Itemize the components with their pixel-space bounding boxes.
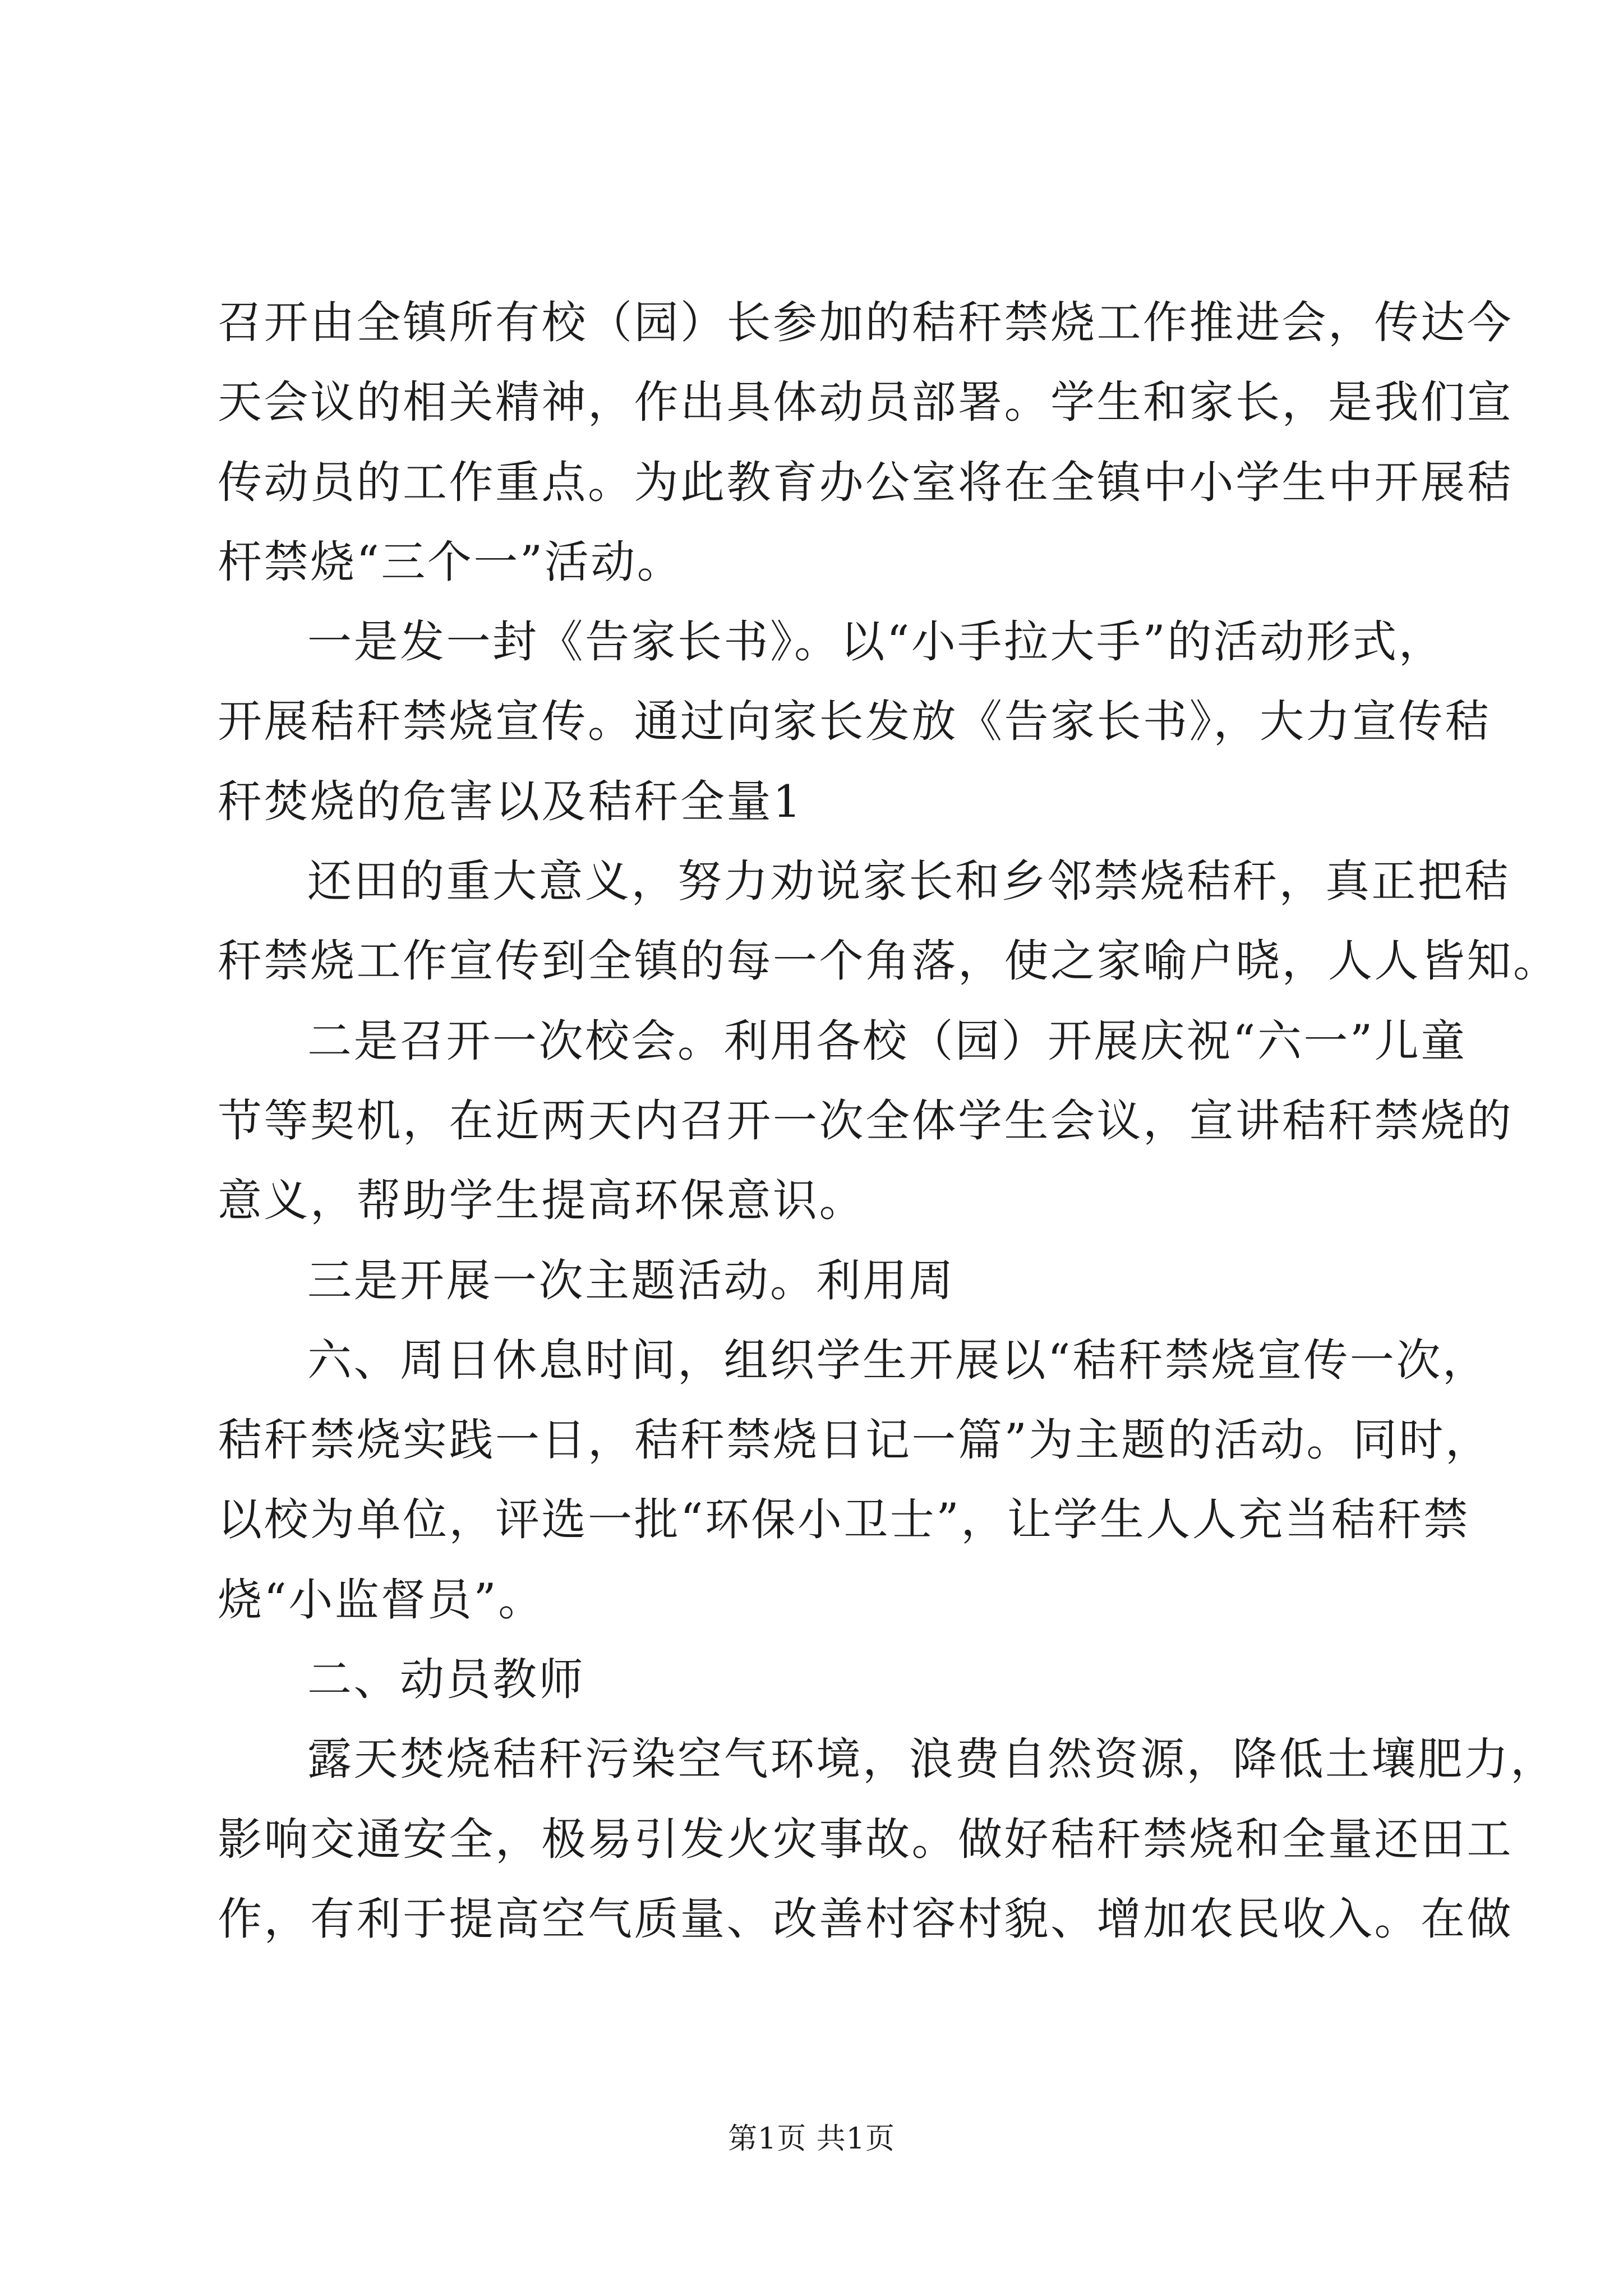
text-line: 开展秸秆禁烧宣传。通过向家长发放《告家长书》，大力宣传秸	[218, 696, 1491, 748]
text-line: 二是召开一次校会。利用各校（园）开展庆祝“六一”儿童	[307, 1015, 1467, 1067]
text-line: 传动员的工作重点。为此教育办公室将在全镇中小学生中开展秸	[218, 456, 1513, 508]
text-line: 秆禁烧工作宣传到全镇的每一个角落，使之家喻户晓，人人皆知。	[218, 935, 1560, 987]
text-line: 秆焚烧的危害以及秸秆全量1	[218, 775, 803, 827]
text-line: 三是开展一次主题活动。利用周	[307, 1254, 955, 1306]
page-number-footer: 第1页 共1页	[728, 2122, 895, 2156]
text-line: 作，有利于提高空气质量、改善村容村貌、增加农民收入。在做	[218, 1893, 1513, 1945]
text-line: 六、周日休息时间，组织学生开展以“秸秆禁烧宣传一次，	[307, 1334, 1489, 1386]
text-line: 意义，帮助学生提高环保意识。	[218, 1175, 865, 1227]
text-line: 召开由全镇所有校（园）长参加的秸秆禁烧工作推进会，传达今	[218, 297, 1513, 348]
section-heading: 二、动员教师	[307, 1654, 585, 1706]
text-line: 烧“小监督员”。	[218, 1573, 545, 1626]
text-line: 露天焚烧秸秆污染空气环境，浪费自然资源，降低土壤肥力，	[307, 1733, 1557, 1786]
text-line: 节等契机，在近两天内召开一次全体学生会议，宣讲秸秆禁烧的	[218, 1094, 1513, 1147]
text-line: 杆禁烧“三个一”活动。	[218, 536, 684, 588]
text-line: 秸秆禁烧实践一日，秸秆禁烧日记一篇”为主题的活动。同时，	[218, 1414, 1492, 1466]
text-line: 一是发一封《告家长书》。以“小手拉大手”的活动形式，	[307, 616, 1445, 668]
text-line: 以校为单位，评选一批“环保小卫士”，让学生人人充当秸秆禁	[218, 1494, 1470, 1546]
text-line: 天会议的相关精神，作出具体动员部署。学生和家长，是我们宣	[218, 376, 1513, 429]
document-body	[218, 283, 1560, 1959]
text-line: 影响交通安全，极易引发火灾事故。做好秸秆禁烧和全量还田工	[218, 1813, 1513, 1865]
text-line: 还田的重大意义，努力劝说家长和乡邻禁烧秸秆，真正把秸	[307, 855, 1510, 908]
